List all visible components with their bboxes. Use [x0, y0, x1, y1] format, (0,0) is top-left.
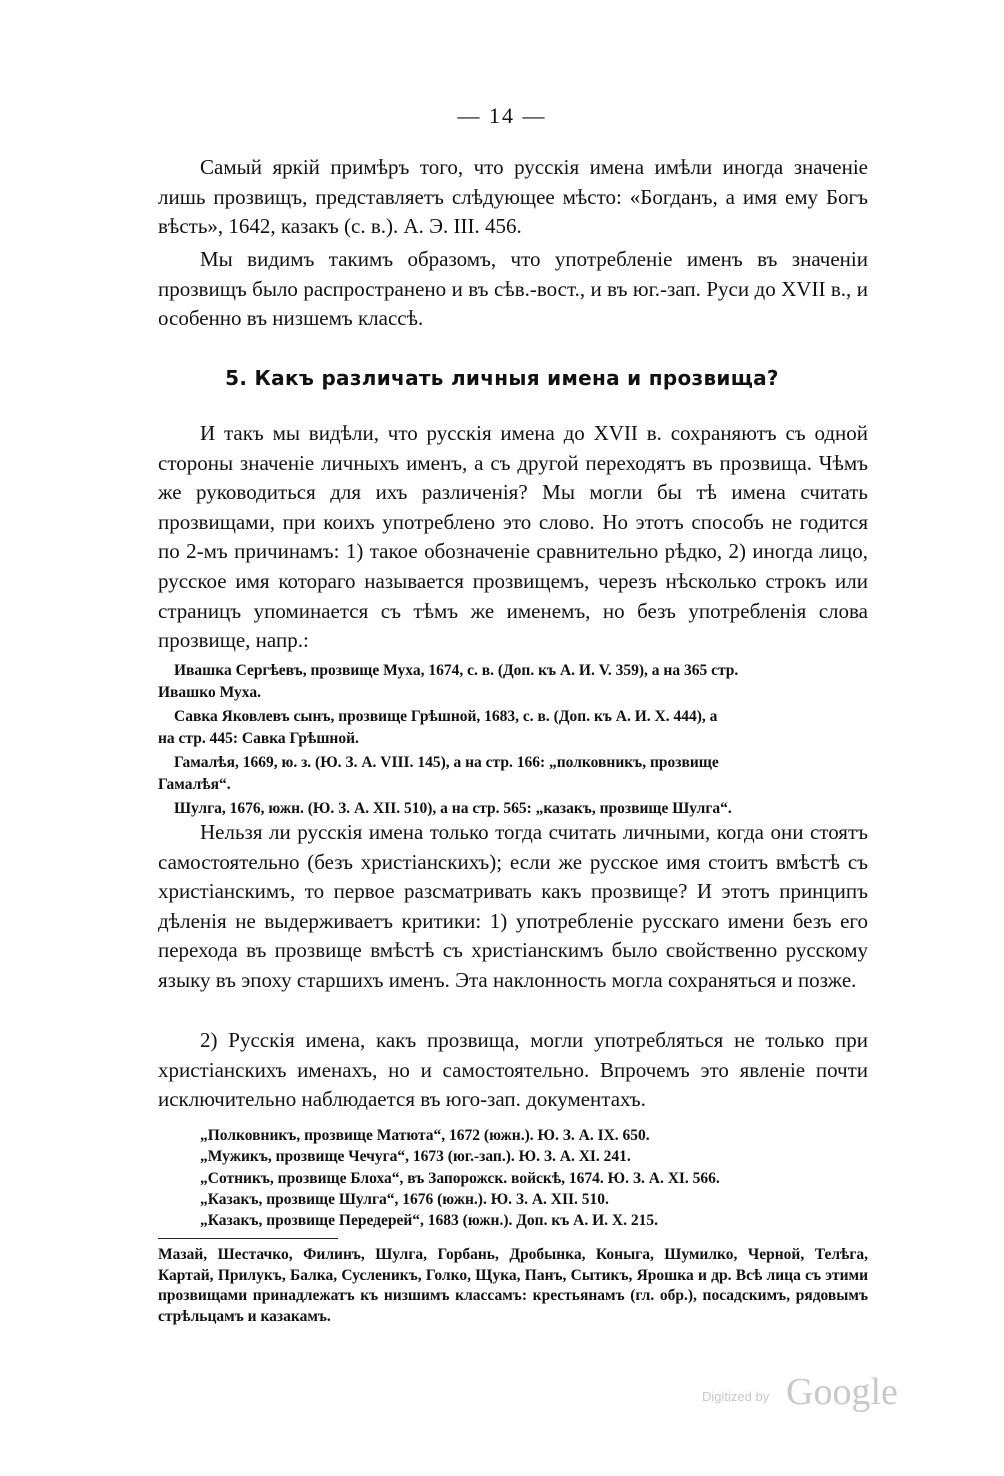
paragraph-text: 2) Русскія имена, какъ прозвища, могли употребляться не только при христіанскихъ именахъ, но и самостоятельно. Впрочемъ это явленіе почти исключительно наблюдается въ юго-зап. документахъ.: [158, 1028, 868, 1112]
example-rest: Ивашко Муха.: [158, 683, 261, 701]
example-item: [158, 798, 868, 820]
paragraph-4: [158, 818, 868, 996]
footnote: [158, 1245, 868, 1327]
quote-item: „Казакъ, прозвище Передерей“, 1683 (южн.). Доп. къ А. И. X. 215.: [200, 1212, 658, 1230]
section-heading: 5. Какъ различать личныя имена и прозвища?: [225, 366, 779, 390]
quotes-list: [200, 1125, 840, 1231]
footnote-divider: [158, 1238, 338, 1239]
quote-item: „Полковникъ, прозвище Матюта“, 1672 (южн.). Ю. З. А. IX. 650.: [200, 1127, 650, 1144]
paragraph-text: Мы видимъ такимъ образомъ, что употребленіе именъ въ значеніи прозвищъ было распространено и въ сѣв.-вост., и въ юг.-зап. Руси до XVII в., и особенно въ низшемъ классѣ.: [158, 247, 868, 331]
example-item: [158, 660, 868, 704]
footnote-text: Мазай, Шестачко, Филинъ, Шулга, Горбань, Дробынка, Коныга, Шумилко, Черной, Телѣга, Картай, Прилукъ, Балка, Сусленикъ, Голко, Щука, Панъ, Сытикъ, Ярошка и др. Всѣ лица съ этими прозвищами принадлежатъ къ низшимъ классамъ: крестьянамъ (гл. обр.), посадскимъ, рядовымъ стрѣльцамъ и казакамъ.: [158, 1246, 868, 1325]
example-item: [158, 706, 868, 750]
example-rest: Гамалѣя“.: [158, 775, 231, 793]
paragraph-1: [158, 153, 868, 242]
quote-item: „Казакъ, прозвище Шулга“, 1676 (южн.). Ю. З. А. XII. 510.: [200, 1190, 609, 1208]
watermark-prefix: Digitized by: [702, 1389, 770, 1404]
example-item: [158, 752, 868, 796]
example-first-line: Ивашка Сергѣевъ, прозвище Муха, 1674, с. в. (Доп. къ А. И. V. 359), а на 365 стр.: [174, 662, 739, 679]
paragraph-text: И такъ мы видѣли, что русскія имена до XVII в. сохраняютъ съ одной стороны значеніе личныхъ именъ, а съ другой переходятъ въ прозвища. Чѣмъ же руководиться для ихъ различенія? Мы могли бы тѣ имена считать прозвищами, при коихъ употреблено это слово. Но этотъ способъ не годится по 2-мъ причинамъ: 1) такое обозначеніе сравнительно рѣдко, 2) иногда лицо, русское имя котораго называется прозвищемъ, черезъ нѣсколько строкъ или страницъ упоминается съ тѣмъ же именемъ, но безъ употребленія слова прозвище, напр.:: [158, 421, 868, 653]
paragraph-3: [158, 419, 868, 656]
example-first-line: Шулга, 1676, южн. (Ю. З. А. XII. 510), а на стр. 565: „казакъ, прозвище Шулга“.: [174, 800, 732, 818]
google-logo: Google: [786, 1371, 898, 1413]
paragraph-text: Нельзя ли русскія имена только тогда считать личными, когда они стоятъ самостоятельно (безъ христіанскихъ); если же русское имя стоитъ вмѣстѣ съ христіанскимъ, то первое разсматривать какъ прозвище? И этотъ принципъ дѣленія не выдерживаетъ критики: 1) употребленіе русскаго имени безъ его перехода въ прозвище вмѣстѣ съ христіанскимъ было свойственно русскому языку въ эпоху старшихъ именъ. Эта наклонность могла сохраняться и позже.: [158, 820, 868, 992]
paragraph-text: Самый яркій примѣръ того, что русскія имена имѣли иногда значеніе лишь прозвищъ, представляетъ слѣдующее мѣсто: «Богданъ, а имя ему Богъ вѣсть», 1642, казакъ (с. в.). А. Э. III. 456.: [158, 155, 868, 239]
example-rest: на стр. 445: Савка Грѣшной.: [158, 729, 359, 747]
examples-block: [158, 660, 868, 823]
paragraph-5: [158, 1026, 868, 1115]
page-number: — 14 —: [457, 103, 547, 128]
example-first-line: Савка Яковлевъ сынъ, прозвище Грѣшной, 1683, с. в. (Доп. къ А. И. X. 444), а: [174, 708, 718, 726]
paragraph-2: [158, 245, 868, 334]
quote-item: „Сотникъ, прозвище Блоха“, въ Запорожск. войскѣ, 1674. Ю. З. А. XI. 566.: [200, 1169, 720, 1187]
quote-item: „Мужикъ, прозвище Чечуга“, 1673 (юг.-зап.). Ю. З. А. XI. 241.: [200, 1148, 631, 1166]
digitized-watermark: [702, 1372, 912, 1412]
example-first-line: Гамалѣя, 1669, ю. з. (Ю. З. А. VIII. 145), а на стр. 166: „полковникъ, прозвище: [174, 754, 719, 772]
